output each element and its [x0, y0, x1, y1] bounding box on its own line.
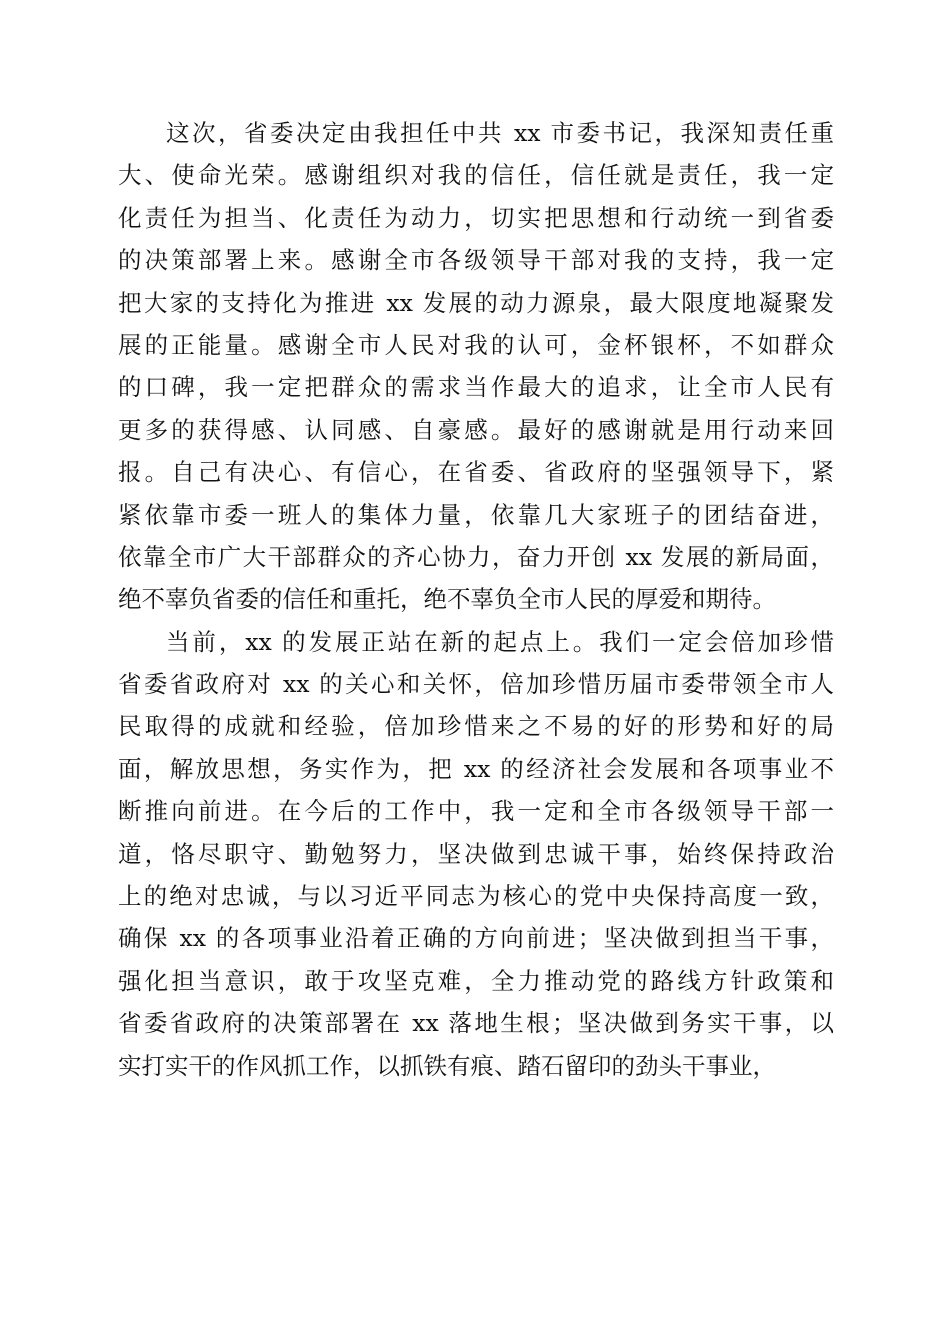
text-line: 上的绝对忠诚，与以习近平同志为核心的党中央保持高度一致， [118, 882, 834, 911]
text-line: 面，解放思想，务实作为，把 xx 的经济社会发展和各项事业不 [118, 754, 834, 783]
text-line: 断推向前进。在今后的工作中，我一定和全市各级领导干部一 [118, 797, 834, 826]
text-line: 展的正能量。感谢全市人民对我的认可，金杯银杯，不如群众 [118, 330, 834, 359]
text-line: 这次，省委决定由我担任中共 xx 市委书记，我深知责任重 [166, 119, 834, 147]
text-line: 报。自己有决心、有信心，在省委、省政府的坚强领导下，紧 [118, 458, 834, 487]
text-line: 省委省政府的决策部署在 xx 落地生根；坚决做到务实干事，以 [118, 1009, 834, 1038]
text-line: 省委省政府对 xx 的关心和关怀，倍加珍惜历届市委带领全市人 [118, 670, 834, 699]
text-line: 道，恪尽职守、勤勉努力，坚决做到忠诚干事，始终保持政治 [118, 839, 834, 868]
text-line: 大、使命光荣。感谢组织对我的信任，信任就是责任，我一定 [118, 161, 834, 190]
text-line: 紧依靠市委一班人的集体力量，依靠几大家班子的团结奋进， [118, 500, 834, 529]
document-body [118, 112, 834, 1087]
text-line: 化责任为担当、化责任为动力，切实把思想和行动统一到省委 [118, 203, 834, 232]
text-line: 民取得的成就和经验，倍加珍惜来之不易的好的形势和好的局 [118, 712, 834, 741]
text-line: 更多的获得感、认同感、自豪感。最好的感谢就是用行动来回 [118, 415, 834, 444]
text-line: 依靠全市广大干部群众的齐心协力，奋力开创 xx 发展的新局面， [118, 542, 834, 571]
text-line: 当前，xx 的发展正站在新的起点上。我们一定会倍加珍惜 [166, 627, 834, 656]
text-line: 实打实干的作风抓工作，以抓铁有痕、踏石留印的劲头干事业， [118, 1051, 776, 1080]
paragraph-1 [118, 112, 834, 621]
text-line: 绝不辜负省委的信任和重托，绝不辜负全市人民的厚爱和期待。 [118, 585, 776, 614]
text-line: 的口碑，我一定把群众的需求当作最大的追求，让全市人民有 [118, 373, 834, 402]
text-line: 强化担当意识，敢于攻坚克难，全力推动党的路线方针政策和 [118, 966, 834, 995]
text-line: 把大家的支持化为推进 xx 发展的动力源泉，最大限度地凝聚发 [118, 288, 834, 317]
paragraph-2 [118, 621, 834, 1087]
text-line: 确保 xx 的各项事业沿着正确的方向前进；坚决做到担当干事， [118, 924, 834, 953]
text-line: 的决策部署上来。感谢全市各级领导干部对我的支持，我一定 [118, 246, 834, 275]
